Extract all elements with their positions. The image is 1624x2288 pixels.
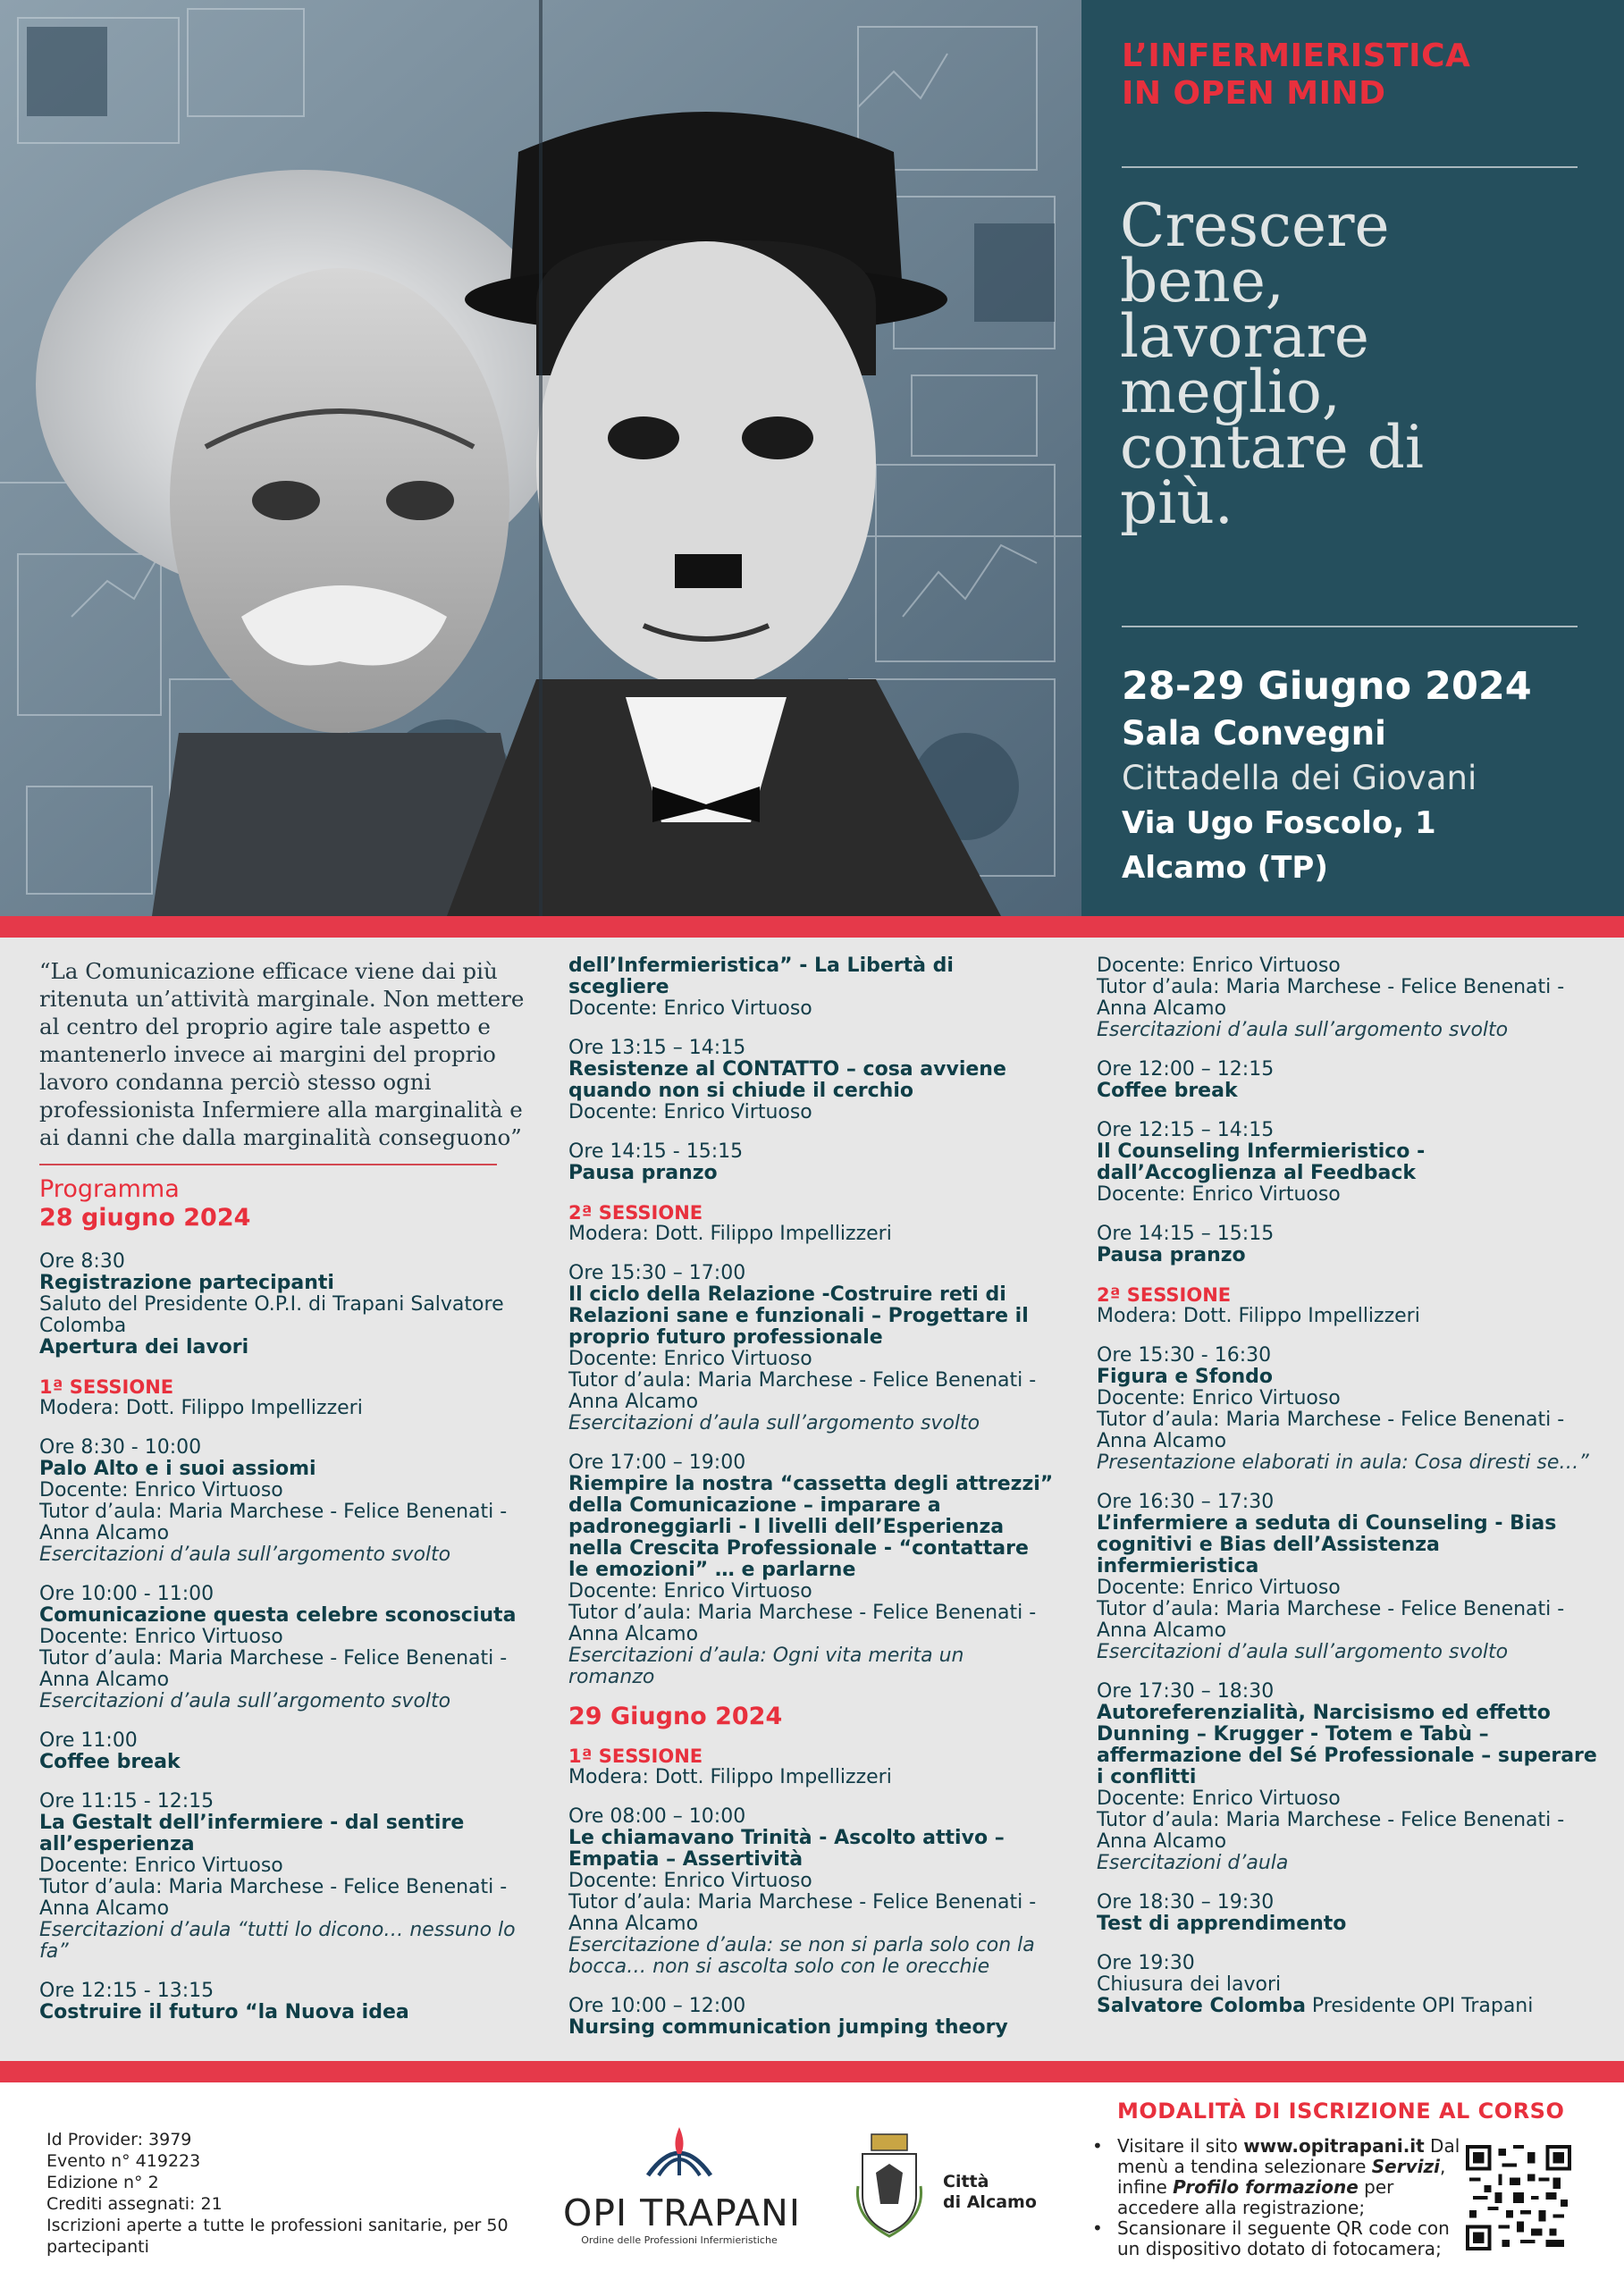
item-teacher: Docente: Enrico Virtuoso <box>1097 1788 1341 1810</box>
program-item <box>568 1452 1056 1688</box>
program-item <box>568 1806 1056 1978</box>
item-title: Coffee break <box>39 1751 181 1773</box>
event-title-line-2: IN OPEN MIND <box>1122 75 1386 112</box>
item-teacher: Docente: Enrico Virtuoso <box>1097 1183 1341 1206</box>
item-tutor: Tutor d’aula: Maria Marchese - Felice Benenati - Anna Alcamo <box>1097 1809 1565 1853</box>
session-heading <box>1097 1284 1597 1327</box>
menu-profilo-formazione: Profilo formazione <box>1173 2176 1359 2198</box>
item-teacher: Docente: Enrico Virtuoso <box>568 1870 812 1892</box>
program-column-1 <box>39 957 526 2023</box>
item-title: Coffee break <box>1097 1080 1238 1102</box>
item-teacher: Docente: Enrico Virtuoso <box>568 997 812 1020</box>
program-item <box>39 1981 526 2023</box>
program-item <box>1097 1345 1597 1474</box>
alcamo-logo <box>849 2132 1037 2243</box>
tagline-line: meglio, <box>1120 358 1341 426</box>
portrait-collage-graphic <box>0 0 1081 916</box>
event-number: Evento n° 419223 <box>46 2151 201 2171</box>
item-title: Figura e Sfondo <box>1097 1366 1273 1388</box>
item-tutor: Tutor d’aula: Maria Marchese - Felice Benenati - Anna Alcamo <box>1097 1409 1565 1452</box>
item-note: Esercitazioni d’aula: Ogni vita merita un romanzo <box>568 1644 964 1688</box>
item-note: Esercitazioni d’aula sull’argomento svolto <box>1097 1019 1509 1041</box>
item-title: Le chiamavano Trinità - Ascolto attivo – Empatia – Assertività <box>568 1827 1005 1871</box>
item-title: Apertura dei lavori <box>39 1336 249 1358</box>
tagline-line: più. <box>1120 468 1233 537</box>
provider-id: Id Provider: 3979 <box>46 2130 192 2149</box>
item-title: Comunicazione questa celebre sconosciuta <box>39 1604 517 1627</box>
city-name <box>943 2172 1037 2213</box>
accreditation-info <box>46 2129 511 2258</box>
divider <box>1122 626 1578 627</box>
item-time: Ore 12:15 - 13:15 <box>39 1980 215 2002</box>
item-teacher: Docente: Enrico Virtuoso <box>1097 955 1341 977</box>
item-title: Registrazione partecipanti <box>39 1272 334 1294</box>
event-place: Cittadella dei Giovani <box>1122 759 1477 797</box>
item-note: Esercitazione d’aula: se non si parla solo con la bocca… non si ascolta solo con le orecchie <box>568 1934 1035 1978</box>
program-column-2 <box>568 955 1056 2039</box>
item-title: Resistenze al CONTATTO – cosa avviene quando non si chiude il cerchio <box>568 1058 1006 1102</box>
item-time: Ore 18:30 – 19:30 <box>1097 1891 1275 1914</box>
session-moderator: Modera: Dott. Filippo Impellizzeri <box>568 1223 892 1245</box>
item-time: Ore 17:30 – 18:30 <box>1097 1680 1275 1703</box>
step-text: per accedere alla registrazione; <box>1117 2176 1394 2218</box>
step-text: , infine <box>1117 2156 1446 2198</box>
quote: “La Comunicazione efficace viene dai più ritenuta un’attività marginale. Non mettere al centro del proprio agire tale aspetto e mantenerlo invece ai margini del proprio lavoro condanna perciò stesso ogni professionista Infermiere alla marginalità e ai danni che dalla marginalità conseguono” <box>39 958 525 1150</box>
bullet: • <box>1092 2135 1103 2157</box>
hero <box>0 0 1624 916</box>
red-band-bottom <box>0 2061 1624 2082</box>
item-title: Autoreferenzialità, Narcisismo ed effetto Dunning – Krugger - Totem e Tabù – affermazione del Sé Professionale – superare i conflitti <box>1097 1702 1597 1788</box>
program-item <box>1097 1120 1597 1206</box>
qr-code-icon[interactable] <box>1466 2145 1571 2250</box>
program-item <box>1097 1492 1597 1663</box>
hero-illustration <box>0 0 1081 916</box>
opi-trapani-logo <box>563 2122 801 2246</box>
session-label: 1ª SESSIONE <box>568 1745 703 1767</box>
program-label: Programma <box>39 1175 180 1203</box>
registration-title: MODALITÀ DI ISCRIZIONE AL CORSO <box>1117 2099 1565 2124</box>
credits: Crediti assegnati: 21 <box>46 2194 223 2214</box>
item-time: Ore 13:15 – 14:15 <box>568 1037 746 1059</box>
item-title: Il ciclo della Relazione -Costruire reti di Relazioni sane e funzionali – Progettare il proprio futuro professionale <box>568 1283 1029 1349</box>
item-teacher: Docente: Enrico Virtuoso <box>39 1479 283 1502</box>
quote-divider <box>39 1164 497 1165</box>
footer <box>0 2082 1624 2288</box>
divider <box>1122 166 1578 168</box>
session-label: 2ª SESSIONE <box>568 1202 703 1224</box>
event-city: Alcamo (TP) <box>1122 850 1328 886</box>
item-tutor: Tutor d’aula: Maria Marchese - Felice Benenati - Anna Alcamo <box>568 1891 1037 1935</box>
city-line: di Alcamo <box>943 2192 1037 2212</box>
tagline-line: contare di <box>1120 413 1425 482</box>
registration-step <box>1092 2218 1468 2259</box>
item-title: Palo Alto e i suoi assiomi <box>39 1458 316 1480</box>
item-note: Esercitazioni d’aula sull’argomento svolto <box>1097 1641 1509 1663</box>
item-time: Ore 16:30 – 17:30 <box>1097 1491 1275 1513</box>
item-note: Esercitazioni d’aula “tutti lo dicono… nessuno lo fa” <box>39 1919 516 1963</box>
item-title-continued: dell’Infermieristica” - La Libertà di scegliere <box>568 955 954 998</box>
program-item <box>39 1437 526 1566</box>
session-label: 2ª SESSIONE <box>1097 1284 1232 1306</box>
program-item <box>568 1263 1056 1434</box>
registration-steps <box>1092 2136 1468 2259</box>
item-teacher: Docente: Enrico Virtuoso <box>39 1626 283 1648</box>
president-name: Salvatore Colomba <box>1097 1995 1306 2017</box>
event-title-line-1: L’INFERMIERISTICA <box>1122 38 1471 74</box>
website-link[interactable]: www.opitrapani.it <box>1243 2135 1425 2157</box>
alcamo-coat-of-arms-icon <box>849 2132 930 2240</box>
program-item <box>1097 1059 1597 1102</box>
day-heading <box>568 1703 1056 1730</box>
item-time: Ore 11:00 <box>39 1729 138 1752</box>
program-column-3 <box>1097 955 1597 2017</box>
item-note: Esercitazioni d’aula <box>1097 1852 1289 1874</box>
program-item <box>568 1038 1056 1123</box>
session-moderator: Modera: Dott. Filippo Impellizzeri <box>568 1766 892 1788</box>
item-time: Ore 11:15 - 12:15 <box>39 1790 215 1813</box>
item-note: Presentazione elaborati in aula: Cosa diresti se…” <box>1097 1451 1589 1474</box>
item-time: Ore 15:30 – 17:00 <box>568 1262 746 1284</box>
tagline-line: bene, <box>1120 247 1284 315</box>
day-title: 28 giugno 2024 <box>39 1204 251 1232</box>
item-time: Ore 08:00 – 10:00 <box>568 1805 746 1828</box>
edition-number: Edizione n° 2 <box>46 2173 159 2192</box>
item-teacher: Docente: Enrico Virtuoso <box>568 1580 812 1602</box>
item-time: Ore 15:30 - 16:30 <box>1097 1344 1272 1367</box>
item-time: Ore 8:30 - 10:00 <box>39 1436 202 1459</box>
item-note: Esercitazioni d’aula sull’argomento svolto <box>568 1412 980 1434</box>
program-item <box>568 1996 1056 2039</box>
item-teacher: Docente: Enrico Virtuoso <box>1097 1577 1341 1599</box>
program-item <box>1097 1224 1597 1266</box>
item-tutor: Tutor d’aula: Maria Marchese - Felice Benenati - Anna Alcamo <box>1097 976 1565 1020</box>
item-teacher: Docente: Enrico Virtuoso <box>1097 1387 1341 1409</box>
item-title: Pausa pranzo <box>568 1162 718 1184</box>
item-tutor: Tutor d’aula: Maria Marchese - Felice Benenati - Anna Alcamo <box>568 1602 1037 1645</box>
city-line: Città <box>943 2172 989 2191</box>
item-tutor: Tutor d’aula: Maria Marchese - Felice Benenati - Anna Alcamo <box>39 1876 508 1920</box>
event-venue: Sala Convegni <box>1122 714 1386 753</box>
session-label: 1ª SESSIONE <box>39 1376 174 1398</box>
opi-subtitle: Ordine delle Professioni Infermieristiche <box>581 2234 778 2246</box>
tagline-line: Crescere <box>1120 191 1390 260</box>
item-note: Esercitazioni d’aula sull’argomento svolto <box>39 1544 451 1566</box>
item-text: Chiusura dei lavori <box>1097 1973 1282 1996</box>
tagline-line: lavorare <box>1120 302 1369 371</box>
program-item <box>1097 1953 1597 2017</box>
opi-name: OPI TRAPANI <box>563 2191 801 2234</box>
session-heading <box>39 1376 526 1419</box>
program-item <box>1097 1681 1597 1874</box>
item-time: Ore 8:30 <box>39 1250 125 1273</box>
session-moderator: Modera: Dott. Filippo Impellizzeri <box>1097 1305 1420 1327</box>
bullet: • <box>1092 2217 1103 2239</box>
item-title: Pausa pranzo <box>1097 1244 1246 1266</box>
step-text: Scansionare il seguente QR code con un dispositivo dotato di fotocamera; <box>1117 2217 1450 2259</box>
program-section <box>0 938 1624 2061</box>
event-details <box>1122 661 1604 890</box>
event-date: 28-29 Giugno 2024 <box>1122 664 1532 709</box>
session-moderator: Modera: Dott. Filippo Impellizzeri <box>39 1397 363 1419</box>
step-text: Dal menù a tendina selezionare <box>1117 2135 1460 2177</box>
item-time: Ore 17:00 – 19:00 <box>568 1451 746 1474</box>
opi-emblem-icon <box>639 2122 719 2184</box>
item-title: Riempire la nostra “cassetta degli attrezzi” della Comunicazione – imparare a padroneggiarli - I livelli dell’Esperienza nella Crescita Professionale - “contattare le emozioni” … e parlarne <box>568 1473 1054 1581</box>
enrollment-note: Iscrizioni aperte a tutte le professioni sanitarie, per 50 partecipanti <box>46 2216 509 2257</box>
step-text: Visitare il sito <box>1117 2135 1244 2157</box>
item-title: La Gestalt dell’infermiere - dal sentire all’esperienza <box>39 1812 465 1855</box>
program-item <box>39 1791 526 1963</box>
item-title: Nursing communication jumping theory <box>568 2016 1008 2039</box>
item-time: Ore 12:15 – 14:15 <box>1097 1119 1275 1141</box>
item-time: Ore 10:00 – 12:00 <box>568 1995 746 2017</box>
session-heading <box>568 1745 1056 1788</box>
item-title: Il Counseling Infermieristico - dall’Accoglienza al Feedback <box>1097 1140 1426 1184</box>
item-teacher: Docente: Enrico Virtuoso <box>568 1101 812 1123</box>
item-tutor: Tutor d’aula: Maria Marchese - Felice Benenati - Anna Alcamo <box>568 1369 1037 1413</box>
program-item <box>1097 1892 1597 1935</box>
item-tutor: Tutor d’aula: Maria Marchese - Felice Benenati - Anna Alcamo <box>1097 1598 1565 1642</box>
item-text: Saluto del Presidente O.P.I. di Trapani Salvatore Colomba <box>39 1293 504 1337</box>
event-address: Via Ugo Foscolo, 1 <box>1122 805 1436 841</box>
program-item <box>39 1730 526 1773</box>
program-item <box>39 1584 526 1712</box>
session-heading <box>568 1202 1056 1245</box>
item-note: Esercitazioni d’aula sull’argomento svolto <box>39 1690 451 1712</box>
item-title: Test di apprendimento <box>1097 1913 1347 1935</box>
day-title: 29 Giugno 2024 <box>568 1703 783 1730</box>
program-item <box>39 1251 526 1358</box>
item-teacher: Docente: Enrico Virtuoso <box>39 1855 283 1877</box>
item-time: Ore 19:30 <box>1097 1952 1195 1974</box>
red-band-top <box>0 916 1624 938</box>
item-time: Ore 12:00 – 12:15 <box>1097 1058 1275 1081</box>
item-tutor: Tutor d’aula: Maria Marchese - Felice Benenati - Anna Alcamo <box>39 1501 508 1544</box>
registration-step <box>1092 2136 1468 2218</box>
item-time: Ore 10:00 - 11:00 <box>39 1583 215 1605</box>
tagline <box>1120 191 1585 537</box>
item-time: Ore 14:15 – 15:15 <box>1097 1223 1275 1245</box>
program-item <box>568 1141 1056 1184</box>
item-title-part: Costruire il futuro “la Nuova idea <box>39 2002 409 2023</box>
item-title: L’infermiere a seduta di Counseling - Bias cognitivi e Bias dell’Assistenza infermieristica <box>1097 1512 1557 1577</box>
menu-servizi: Servizi <box>1371 2156 1440 2177</box>
item-time: Ore 14:15 - 15:15 <box>568 1140 744 1163</box>
item-tutor: Tutor d’aula: Maria Marchese - Felice Benenati - Anna Alcamo <box>39 1647 508 1691</box>
item-teacher: Docente: Enrico Virtuoso <box>568 1348 812 1370</box>
president-role: Presidente OPI Trapani <box>1305 1995 1534 2017</box>
event-title <box>1122 38 1586 113</box>
